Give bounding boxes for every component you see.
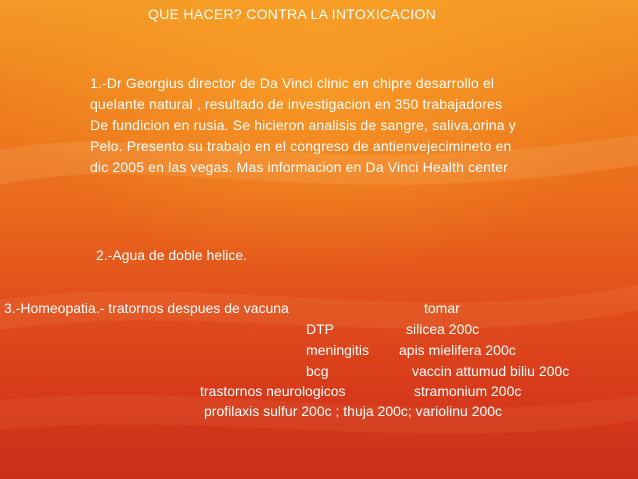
point-1-line: dic 2005 en las vegas. Mas informacion en Da Vinci Health center	[90, 159, 508, 175]
homeopathy-heading: 3.-Homeopatia.- tratornos despues de vacuna	[4, 300, 289, 316]
remedy-meningitis: apis mielifera 200c	[399, 342, 516, 358]
tomar-label: tomar	[424, 300, 460, 316]
condition-dtp: DTP	[306, 321, 334, 337]
remedy-neurological: stramonium 200c	[414, 383, 522, 399]
point-1-line: quelante natural , resultado de investigacion en 350 trabajadores	[90, 96, 503, 112]
point-1-paragraph	[90, 73, 630, 178]
condition-meningitis: meningitis	[306, 342, 370, 358]
remedy-bcg: vaccin attumud biliu 200c	[412, 363, 570, 379]
condition-neurological: trastornos neurologicos	[200, 383, 346, 399]
slide-title: QUE HACER? CONTRA LA INTOXICACION	[148, 6, 437, 22]
point-1-line: 1.-Dr Georgius director de Da Vinci clinic en chipre desarrollo el	[90, 75, 495, 91]
point-3-homeopathy-block	[0, 300, 638, 430]
point-1-line: De fundicion en rusia. Se hicieron analisis de sangre, saliva,orina y	[90, 117, 516, 133]
remedy-dtp: silicea 200c	[406, 321, 480, 337]
point-1-line: Pelo. Presento su trabajo en el congreso de antienvejecimineto en	[90, 138, 512, 154]
prophylaxis-line: profilaxis sulfur 200c ; thuja 200c; variolinu 200c	[204, 403, 503, 419]
condition-bcg: bcg	[306, 363, 329, 379]
point-2-text: 2.-Agua de doble helice.	[96, 247, 247, 263]
